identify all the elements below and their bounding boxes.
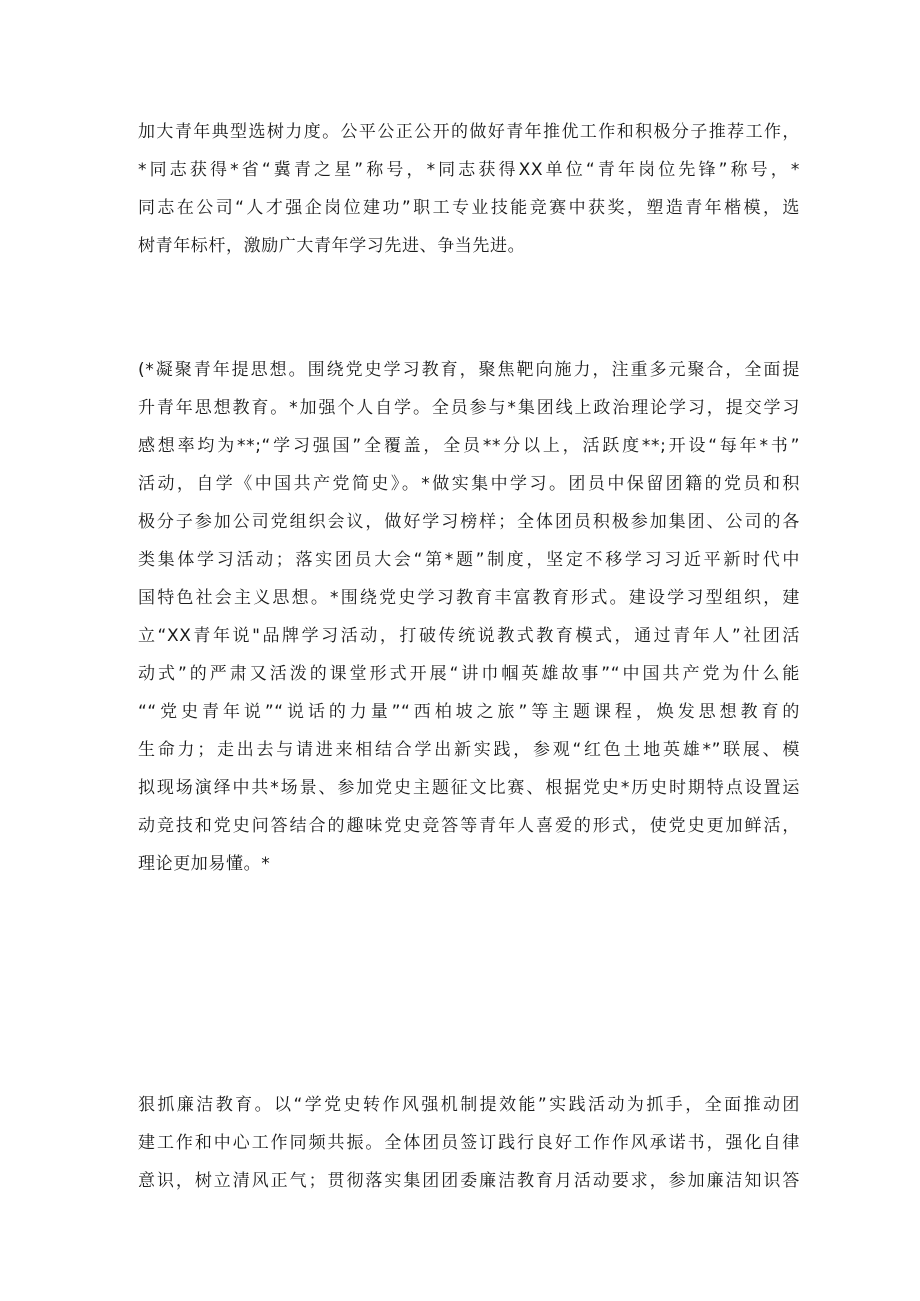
paragraph-youth-ideology [138, 351, 800, 883]
paragraph-line: 类集体学习活动；落实团员大会“第*题”制度，坚定不移学习习近平新时代中 [138, 550, 800, 570]
paragraph-line: 生命力；走出去与请进来相结合学出新实践，参观“红色土地英雄*”联展、模 [138, 740, 800, 760]
paragraph-line: 意识，树立清风正气；贯彻落实集团团委廉洁教育月活动要求，参加廉洁知识答 [138, 1171, 800, 1191]
paragraph-line: 国特色社会主义思想。*围绕党史学习教育丰富教育形式。建设学习型组织，建 [138, 588, 800, 608]
paragraph-line: 活动，自学《中国共产党简史》。*做实集中学习。团员中保留团籍的党员和积 [138, 474, 800, 494]
paragraph-line: 升青年思想教育。*加强个人自学。全员参与*集团线上政治理论学习，提交学习 [138, 398, 800, 418]
paragraph-line: 感想率均为**;“学习强国”全覆盖，全员**分以上，活跃度**;开设“每年*书” [138, 436, 800, 456]
paragraph-line: 同志在公司“人才强企岗位建功”职工专业技能竞赛中获奖，塑造青年楷模，选 [138, 198, 800, 218]
paragraph-line: 树青年标杆，激励广大青年学习先进、争当先进。 [138, 236, 526, 256]
paragraph-line: 加大青年典型选树力度。公平公正公开的做好青年推优工作和积极分子推荐工作， [138, 122, 800, 142]
paragraph-line: 狠抓廉洁教育。以“学党史转作风强机制提效能”实践活动为抓手，全面推动团 [138, 1095, 800, 1115]
paragraph-line: 立“XX青年说"品牌学习活动，打破传统说教式教育模式，通过青年人”社团活 [138, 626, 800, 646]
paragraph-youth-role-models [138, 113, 800, 265]
paragraph-line: 极分子参加公司党组织会议，做好学习榜样；全体团员积极参加集团、公司的各 [138, 512, 800, 532]
paragraph-line: (*凝聚青年提思想。围绕党史学习教育，聚焦靶向施力，注重多元聚合，全面提 [138, 360, 800, 380]
paragraph-line: 拟现场演绎中共*场景、参加党史主题征文比赛、根据党史*历史时期特点设置运 [138, 778, 800, 798]
paragraph-line: *同志获得*省“冀青之星”称号，*同志获得XX单位“青年岗位先锋”称号，* [138, 160, 800, 180]
paragraph-line: 理论更加易懂。* [138, 854, 271, 874]
paragraph-line: 动竞技和党史问答结合的趣味党史竞答等青年人喜爱的形式，使党史更加鲜活， [138, 816, 800, 836]
paragraph-line: 建工作和中心工作同频共振。全体团员签订践行良好工作作风承诺书，强化自律 [138, 1133, 800, 1153]
paragraph-line: 动式”的严肃又活泼的课堂形式开展“讲巾帼英雄故事”“中国共产党为什么能 [138, 664, 800, 684]
paragraph-integrity-education [138, 1086, 800, 1200]
paragraph-line: ““党史青年说”“说话的力量”“西柏坡之旅”等主题课程，焕发思想教育的 [138, 702, 800, 722]
